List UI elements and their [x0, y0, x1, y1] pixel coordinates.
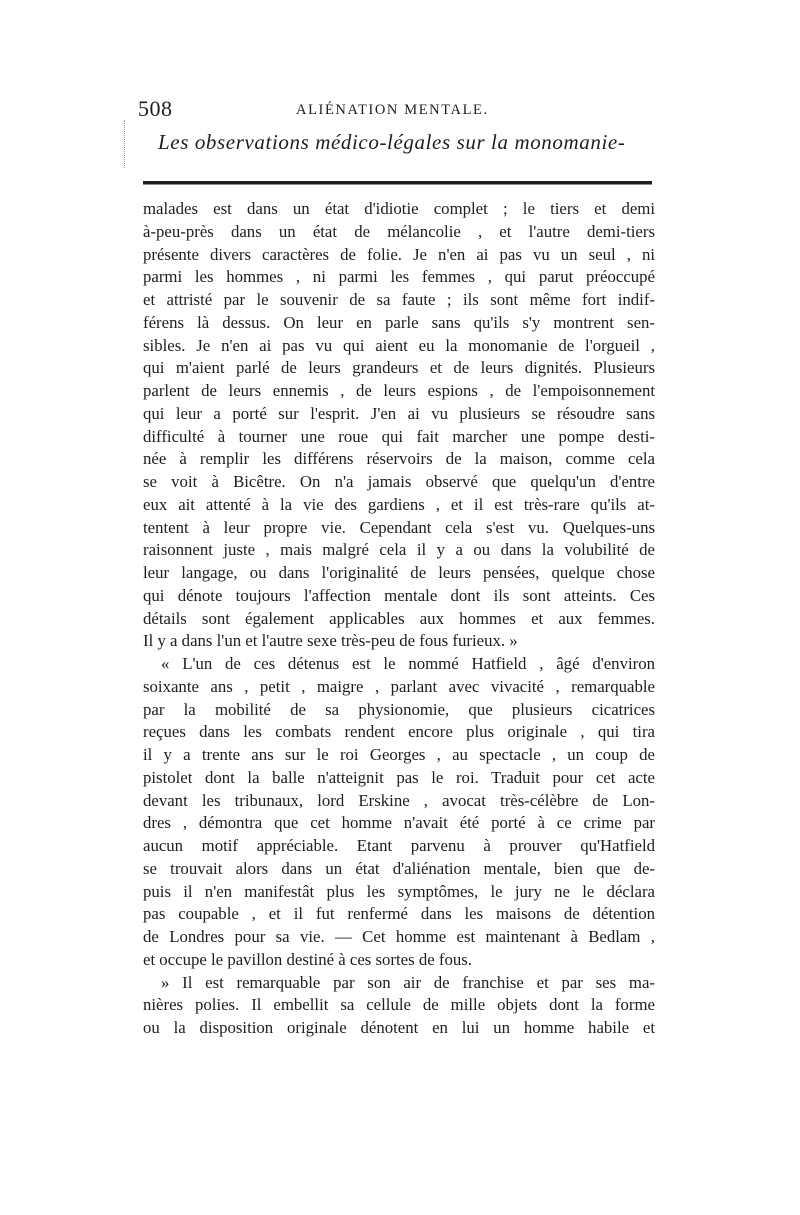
- text-line: leur langage, ou dans l'originalité de leurs pensées, quelque chose: [143, 563, 655, 582]
- text-line: et attristé par le souvenir de sa faute ; ils sont même fort indif-: [143, 290, 655, 309]
- text-line: aucun motif appréciable. Etant parvenu à prouver qu'Hatfield: [143, 836, 655, 855]
- paragraph: [143, 653, 655, 972]
- paragraph: [143, 198, 655, 653]
- running-head: [138, 96, 658, 126]
- text-line: se voit à Bicêtre. On n'a jamais observé que quelqu'un d'entre: [143, 472, 655, 491]
- text-line: difficulté à tourner une roue qui fait marcher une pompe desti-: [143, 426, 655, 446]
- text-line: parlent de leurs ennemis , de leurs espions , de l'empoisonnement: [143, 381, 655, 400]
- text-line: raisonnent juste , mais malgré cela il y a ou dans la volubilité de: [143, 540, 655, 560]
- page-number: 508: [138, 96, 173, 121]
- text-line: qui leur a porté sur l'esprit. J'en ai vu plusieurs se résoudre sans: [143, 403, 655, 423]
- text-line: ou la disposition originale dénotent en lui un homme habile et: [143, 1018, 655, 1037]
- text-line: férens là dessus. On leur en parle sans qu'ils s'y montrent sen-: [143, 312, 655, 332]
- text-line: malades est dans un état d'idiotie complet ; le tiers et demi: [143, 199, 655, 218]
- text-line: par la mobilité de sa physionomie, que plusieurs cicatrices: [143, 699, 655, 719]
- text-line: nières polies. Il embellit sa cellule de mille objets dont la forme: [143, 995, 655, 1015]
- text-line: qui m'aient parlé de leurs grandeurs et de leurs dignités. Plusieurs: [143, 358, 655, 378]
- text-line: se trouvait alors dans un état d'aliénation mentale, bien que de-: [143, 858, 655, 878]
- text-line: il y a trente ans sur le roi Georges , au spectacle , un coup de: [143, 745, 655, 764]
- text-line: eux ait attenté à la vie des gardiens , et il est très-rare qu'ils at-: [143, 494, 655, 514]
- running-head-title: ALIÉNATION MENTALE.: [296, 102, 489, 118]
- text-line: reçues dans les combats rendent encore plus originale , qui tira: [143, 722, 655, 742]
- text-line: sibles. Je n'en ai pas vu qui aient eu la monomanie de l'orgueil ,: [143, 335, 655, 355]
- text-line: Il y a dans l'un et l'autre sexe très-peu de fous furieux. »: [143, 631, 518, 651]
- text-line: née à remplir les différens réservoirs de la maison, comme cela: [143, 449, 655, 469]
- section-heading: Les observations médico-légales sur la monomanie-: [158, 130, 626, 154]
- text-line: de Londres pour sa vie. — Cet homme est maintenant à Bedlam ,: [143, 927, 655, 946]
- text-line: soixante ans , petit , maigre , parlant avec vivacité , remarquable: [143, 676, 655, 696]
- text-line: pas coupable , et il fut renfermé dans les maisons de détention: [143, 904, 655, 924]
- paragraph: [143, 972, 655, 1040]
- text-line: « L'un de ces détenus est le nommé Hatfield , âgé d'environ: [161, 654, 655, 673]
- text-line: présente divers caractères de folie. Je n'en ai pas vu un seul , ni: [143, 244, 655, 264]
- body-text: [143, 198, 655, 1040]
- margin-mark: [124, 120, 127, 168]
- text-line: qui dénote toujours l'affection mentale dont ils sont atteints. Ces: [143, 585, 655, 605]
- text-line: » Il est remarquable par son air de franchise et par ses ma-: [161, 972, 655, 992]
- text-line: puis il n'en manifestât plus les symptômes, le jury ne le déclara: [143, 881, 655, 901]
- text-line: parmi les hommes , ni parmi les femmes , qui parut préoccupé: [143, 267, 655, 287]
- text-line: détails sont également applicables aux hommes et aux femmes.: [143, 608, 655, 628]
- text-line: tentent à leur propre vie. Cependant cela s'est vu. Quelques-uns: [143, 517, 655, 537]
- text-line: devant les tribunaux, lord Erskine , avocat très-célèbre de Lon-: [143, 790, 655, 810]
- header-rule: [143, 181, 652, 185]
- text-line: dres , démontra que cet homme n'avait été porté à ce crime par: [143, 813, 655, 833]
- text-line: à-peu-près dans un état de mélancolie , et l'autre demi-tiers: [143, 221, 655, 241]
- text-line: pistolet dont la balle n'atteignit pas le roi. Traduit pour cet acte: [143, 767, 655, 787]
- text-line: et occupe le pavillon destiné à ces sortes de fous.: [143, 949, 472, 969]
